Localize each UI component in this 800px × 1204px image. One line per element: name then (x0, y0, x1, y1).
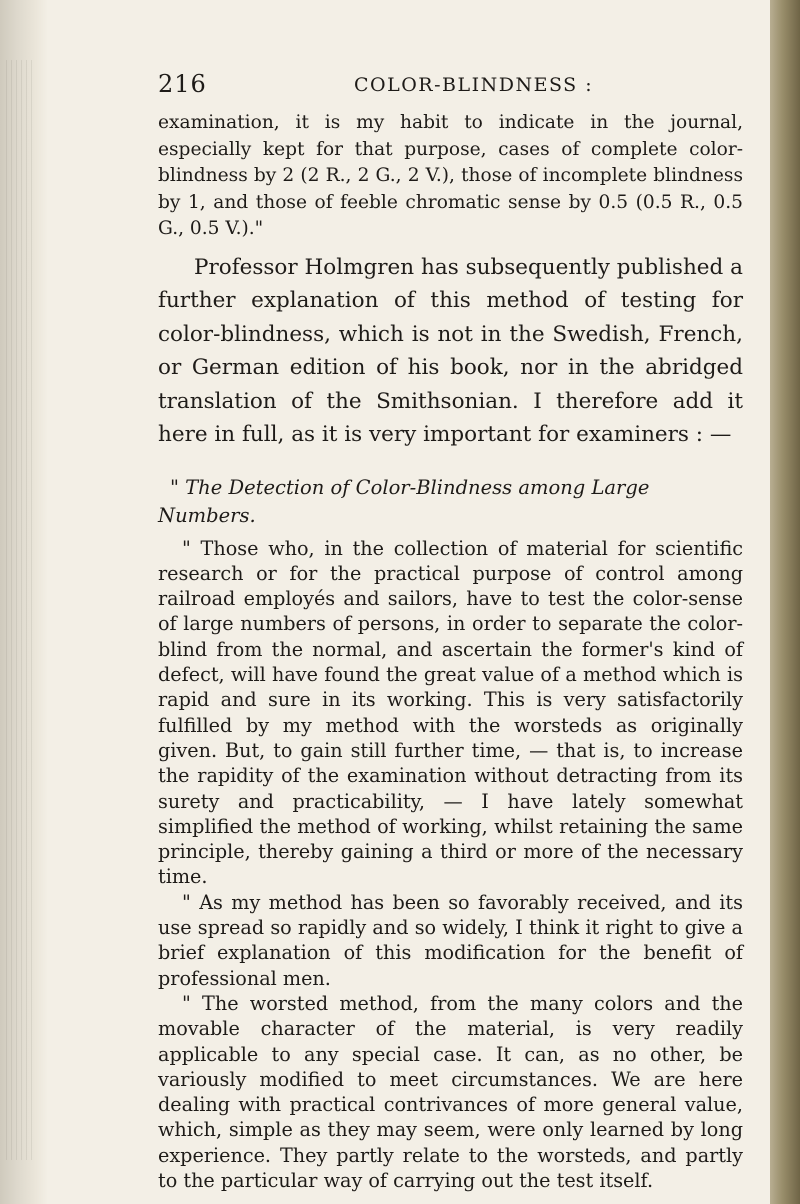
page-edge (770, 0, 800, 1204)
page-number: 216 (158, 70, 207, 98)
binding-lines (6, 60, 36, 1160)
paragraph-holmgren-explanation: Professor Holmgren has subsequently published a further explanation of this method of testing for color-blindness, which is not in the Swedish, French, or German edition of his book, nor in the abridged translation of the Smithsonian. I therefore add it here in full, as it is very important for examiners : — (158, 254, 743, 448)
section-title: " The Detection of Color-Blindness among Large Numbers. (158, 475, 650, 527)
page-header (158, 70, 743, 110)
running-head: COLOR-BLINDNESS : (354, 74, 594, 96)
paragraph-quote-2: " As my method has been so favorably received, and its use spread so rapidly and so widely, I think it right to give a brief explanation of this modification for the benefit of professional men. (158, 890, 743, 990)
paragraph-continued-quote: examination, it is my habit to indicate in the journal, especially kept for that purpose, cases of complete color-blindness by 2 (2 R., 2 G., 2 V.), those of incomplete blindness by 1, and those of feeble chromatic sense by 0.5 (0.5 R., 0.5 G., 0.5 V.)." (158, 112, 743, 239)
paragraph-quote-1: " Those who, in the collection of material for scientific research or for the practical purpose of control among railroad employés and sailors, have to test the color-sense of large numbers of persons, in order to separate the color-blind from the normal, and ascertain the former's kind of defect, will have found the great value of a method which is rapid and sure in its working. This is very satisfactorily fulfilled by my method with the worsteds as originally given. But, to gain still further time, — that is, to increase the rapidity of the examination without detracting from its surety and practicability, — I have lately somewhat simplified the method of working, whilst retaining the same principle, thereby gaining a third or more of the necessary time. (158, 536, 743, 889)
book-page (158, 70, 743, 1193)
binding-gutter (0, 0, 48, 1204)
paragraph-quote-3: " The worsted method, from the many colors and the movable character of the material, is very readily applicable to any special case. It can, as no other, be variously modified to meet circumstances. We are here dealing with practical contrivances of more general value, which, simple as they may seem, were only learned by long experience. They partly relate to the worsteds, and partly to the particular way of carrying out the test itself. (158, 991, 743, 1192)
